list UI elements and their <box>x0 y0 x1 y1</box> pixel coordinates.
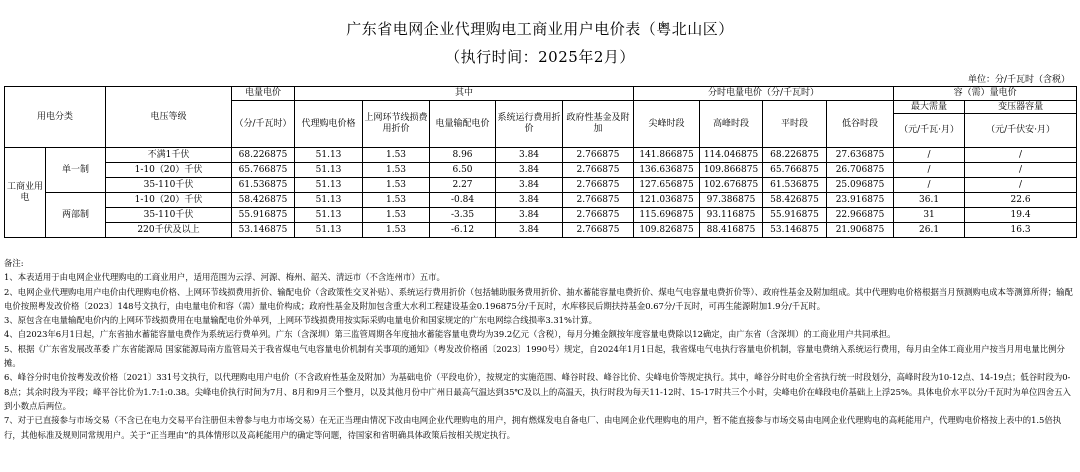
header-max-demand-unit: （元/千瓦·月） <box>894 114 965 148</box>
note-item: 1、本表适用于由电网企业代理购电的工商业用户，适用范围为云浮、河源、梅州、韶关、清远市（不含连州市）五市。 <box>4 272 445 283</box>
voltage-cell: 不满1千伏 <box>106 148 232 163</box>
distribution-cell: 6.50 <box>430 163 496 178</box>
transformer-cell: / <box>965 163 1077 178</box>
distribution-cell: 2.27 <box>430 178 496 193</box>
loss-fee-cell: 1.53 <box>363 223 430 238</box>
peak-cell: 141.866875 <box>634 148 700 163</box>
low-cell: 26.706875 <box>827 163 894 178</box>
page-subtitle: （执行时间：2025年2月） <box>445 48 635 66</box>
flat-cell: 61.536875 <box>763 178 827 193</box>
note-item: 3、原包含在电量输配电价内的上网环节线损费用在电量输配电价外单列，上网环节线损费用按实际采购电量电价和国家规定的广东电网综合线损率3.31%计算。 <box>4 315 598 326</box>
voltage-cell: 220千伏及以上 <box>106 223 232 238</box>
transformer-cell: 16.3 <box>965 223 1077 238</box>
header-high: 高峰时段 <box>700 101 763 148</box>
peak-cell: 121.036875 <box>634 193 700 208</box>
max-demand-cell: / <box>894 178 965 193</box>
low-cell: 25.096875 <box>827 178 894 193</box>
header-system-fee: 系统运行费用折价 <box>496 101 563 148</box>
note-item: 7、对于已直接参与市场交易（不含已在电力交易平台注册但未曾参与电力市场交易）在无正当理由情况下改由电网企业代理购电的用户，拥有燃煤发电自备电厂、由电网企业代理购电的用户，暂不能直接参与市场交易由电网企业代理购电的高耗能用户，代理购电价格按上表中的1.5倍执行，其他标准及规则同常规用户。关于“正当理由”的具体情形以及高耗能用户的确定等问题，待国家和省明确具体政策后按相关规定执行。 <box>4 415 1062 440</box>
agent-price-cell: 51.13 <box>295 148 363 163</box>
transformer-cell: / <box>965 178 1077 193</box>
header-capacity: 容（需）量电价 <box>894 87 1077 101</box>
header-distribution-price: 电量输配电价 <box>430 101 496 148</box>
header-energy-price-unit: （分/千瓦时） <box>232 101 295 148</box>
high-cell: 114.046875 <box>700 148 763 163</box>
header-category: 用电分类 <box>5 87 106 148</box>
header-agent-price: 代理购电价格 <box>295 101 363 148</box>
voltage-cell: 1-10（20）千伏 <box>106 193 232 208</box>
group-name: 单一制 <box>46 148 106 193</box>
peak-cell: 109.826875 <box>634 223 700 238</box>
transformer-cell: / <box>965 148 1077 163</box>
flat-cell: 55.916875 <box>763 208 827 223</box>
notes-title: 备注: <box>4 258 24 268</box>
header-transmission-fee: 上网环节线损费用折价 <box>363 101 430 148</box>
energy-price-cell: 53.146875 <box>232 223 295 238</box>
max-demand-cell: / <box>894 163 965 178</box>
flat-cell: 68.226875 <box>763 148 827 163</box>
agent-price-cell: 51.13 <box>295 193 363 208</box>
peak-cell: 136.636875 <box>634 163 700 178</box>
voltage-cell: 35-110千伏 <box>106 208 232 223</box>
header-transformer-unit: （元/千伏安·月） <box>965 114 1077 148</box>
category-cell: 工商业用电 <box>5 148 46 238</box>
distribution-cell: -6.12 <box>430 223 496 238</box>
max-demand-cell: 36.1 <box>894 193 965 208</box>
unit-label: 单位：分/千瓦时（含税） <box>967 75 1070 85</box>
low-cell: 27.636875 <box>827 148 894 163</box>
gov-fund-cell: 2.766875 <box>563 223 634 238</box>
notes-section <box>4 256 1074 442</box>
note-item: 5、根据《广东省发展改革委 广东省能源局 国家能源局南方监管局关于我省煤电气电容量电价机制有关事项的通知》（粤发改价格函〔2023〕1990号）规定，自2024年1月1日起，我省煤电气电执行容量电价机制，容量电费纳入系统运行费用，每月由全体工商业用户按当月用电量比例分摊。 <box>4 343 1065 369</box>
high-cell: 93.116875 <box>700 208 763 223</box>
agent-price-cell: 51.13 <box>295 223 363 238</box>
header-tou: 分时电量电价（分/千瓦时） <box>634 87 894 101</box>
loss-fee-cell: 1.53 <box>363 193 430 208</box>
loss-fee-cell: 1.53 <box>363 178 430 193</box>
transformer-cell: 19.4 <box>965 208 1077 223</box>
energy-price-cell: 58.426875 <box>232 193 295 208</box>
price-table <box>4 86 1077 238</box>
system-fee-cell: 3.84 <box>496 193 563 208</box>
agent-price-cell: 51.13 <box>295 163 363 178</box>
energy-price-cell: 68.226875 <box>232 148 295 163</box>
system-fee-cell: 3.84 <box>496 223 563 238</box>
high-cell: 88.416875 <box>700 223 763 238</box>
agent-price-cell: 51.13 <box>295 178 363 193</box>
header-peak: 尖峰时段 <box>634 101 700 148</box>
group-name: 两部制 <box>46 193 106 238</box>
header-transformer: 变压器容量 <box>965 101 1077 114</box>
loss-fee-cell: 1.53 <box>363 148 430 163</box>
header-low: 低谷时段 <box>827 101 894 148</box>
gov-fund-cell: 2.766875 <box>563 178 634 193</box>
energy-price-cell: 61.536875 <box>232 178 295 193</box>
gov-fund-cell: 2.766875 <box>563 163 634 178</box>
energy-price-cell: 55.916875 <box>232 208 295 223</box>
energy-price-cell: 65.766875 <box>232 163 295 178</box>
distribution-cell: -0.84 <box>430 193 496 208</box>
agent-price-cell: 51.13 <box>295 208 363 223</box>
header-gov-fund: 政府性基金及附加 <box>563 101 634 148</box>
header-flat: 平时段 <box>763 101 827 148</box>
gov-fund-cell: 2.766875 <box>563 148 634 163</box>
gov-fund-cell: 2.766875 <box>563 208 634 223</box>
low-cell: 23.916875 <box>827 193 894 208</box>
system-fee-cell: 3.84 <box>496 178 563 193</box>
system-fee-cell: 3.84 <box>496 148 563 163</box>
page-title: 广东省电网企业代理购电工商业用户电价表（粤北山区） <box>346 20 734 38</box>
flat-cell: 58.426875 <box>763 193 827 208</box>
flat-cell: 53.146875 <box>763 223 827 238</box>
note-item: 2、电网企业代理购电用户电价由代理购电价格、上网环节线损费用折价、输配电价（含政策性交叉补贴）、系统运行费用折价（包括辅助服务费用折价、抽水蓄能容量电费折价、煤电气电容量电费折价等）、政府性基金及附加组成。其中代理购电价格根据当月预测购电成本等测算所得；输配电价按照粤发改价格〔2023〕148号文执行，由电量电价和容（需）量电价构成；政府性基金及附加包含重大水利工程建设基金0.196875分/千瓦时，水库移民后期扶持基金0.67分/千瓦时，可再生能源附加1.9分/千瓦时。 <box>4 286 1073 311</box>
distribution-cell: 8.96 <box>430 148 496 163</box>
distribution-cell: -3.35 <box>430 208 496 223</box>
peak-cell: 127.656875 <box>634 178 700 193</box>
header-max-demand: 最大需量 <box>894 101 965 114</box>
note-item: 6、峰谷分时电价按粤发改价格〔2021〕331号文执行，以代理购电用户电价（不含政府性基金及附加）为基础电价（平段电价），按规定的实施范围、峰谷时段、峰谷比价、尖峰电价等规定执行。其中，峰谷分时电价全省执行统一时段划分，高峰时段为10-12点、14-19点；低谷时段为0-8点；其余时段为平段；峰平谷比价为1.7:1:0.38。尖峰电价执行时间为7月、8月和9月三个整月，以及其他月份中广州日最高气温达到35℃及以上的高温天，执行时段为每天11-12时、15-17时共三个小时，尖峰电价在峰段电价基础上上浮25%。具体电价水平以分/千瓦时为单位四舍五入到小数点后两位。 <box>4 372 1071 411</box>
transformer-cell: 22.6 <box>965 193 1077 208</box>
low-cell: 21.906875 <box>827 223 894 238</box>
voltage-cell: 1-10（20）千伏 <box>106 163 232 178</box>
header-of-which: 其中 <box>295 87 634 101</box>
header-voltage: 电压等级 <box>106 87 232 148</box>
peak-cell: 115.696875 <box>634 208 700 223</box>
gov-fund-cell: 2.766875 <box>563 193 634 208</box>
header-energy-price: 电量电价 <box>232 87 295 101</box>
flat-cell: 65.766875 <box>763 163 827 178</box>
system-fee-cell: 3.84 <box>496 208 563 223</box>
max-demand-cell: / <box>894 148 965 163</box>
voltage-cell: 35-110千伏 <box>106 178 232 193</box>
note-item: 4、自2023年6月1日起，广东省抽水蓄能容量电费作为系统运行费单列。广东（含深圳）第三监管周期各年度抽水蓄能容量电费均为39.2亿元（含税），每月分摊金额按年度容量电费除以12确定，由广东省（含深圳）的工商业用户共同承担。 <box>4 329 896 340</box>
high-cell: 102.676875 <box>700 178 763 193</box>
loss-fee-cell: 1.53 <box>363 163 430 178</box>
loss-fee-cell: 1.53 <box>363 208 430 223</box>
high-cell: 97.386875 <box>700 193 763 208</box>
max-demand-cell: 31 <box>894 208 965 223</box>
max-demand-cell: 26.1 <box>894 223 965 238</box>
low-cell: 22.966875 <box>827 208 894 223</box>
high-cell: 109.866875 <box>700 163 763 178</box>
system-fee-cell: 3.84 <box>496 163 563 178</box>
